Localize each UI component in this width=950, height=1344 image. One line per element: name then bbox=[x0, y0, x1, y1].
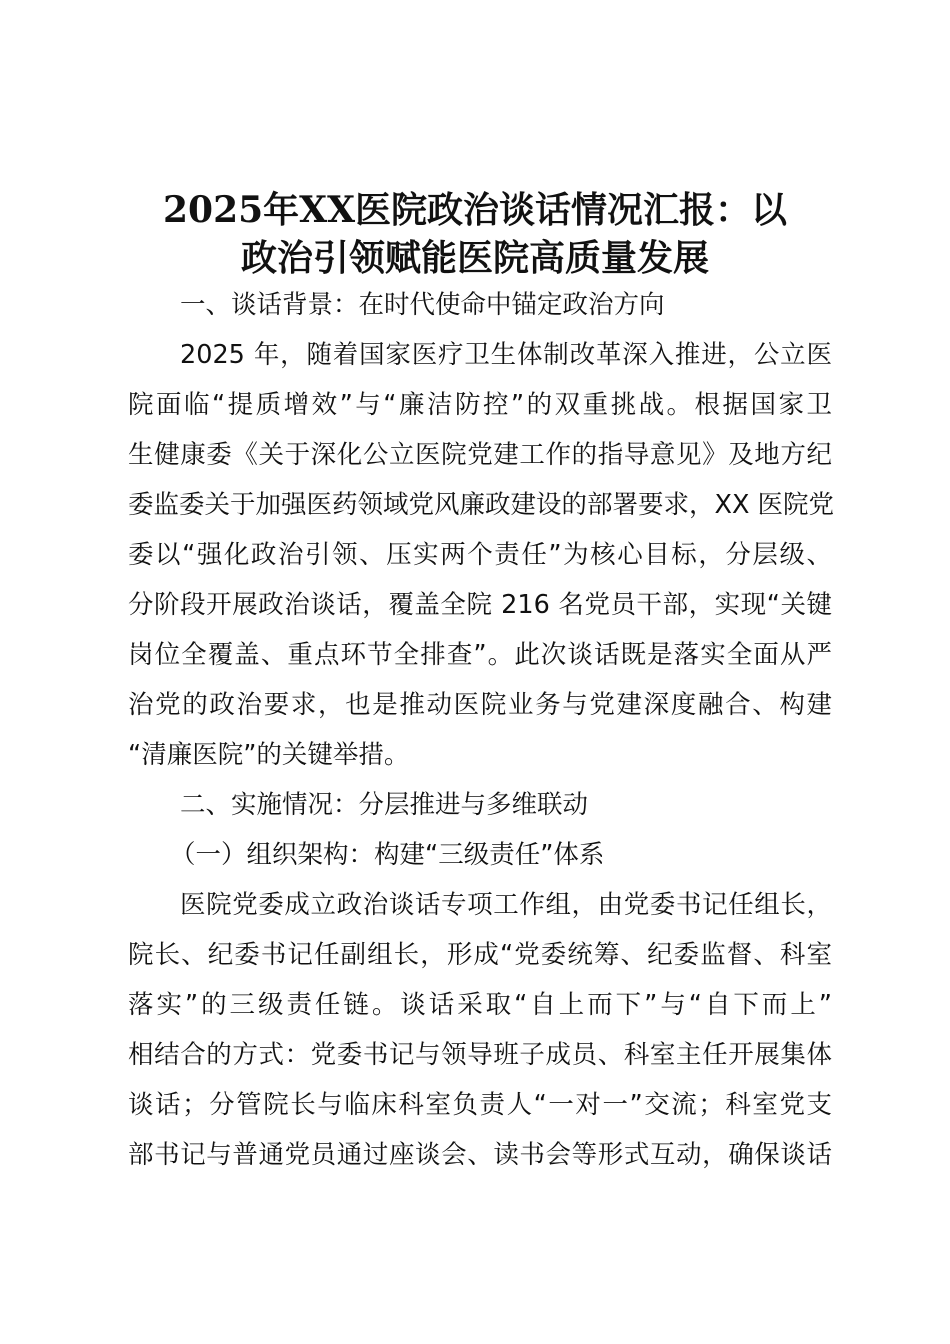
paragraph-line: 分阶段开展政治谈话，覆盖全院 216 名党员干部，实现“关键 bbox=[128, 590, 832, 620]
paragraph-line: 院面临“提质增效”与“廉洁防控”的双重挑战。根据国家卫 bbox=[128, 390, 832, 420]
document-body bbox=[128, 280, 835, 1180]
paragraph-line: 谈话；分管院长与临床科室负责人“一对一”交流；科室党支 bbox=[128, 1090, 832, 1120]
subsection-heading: （一）组织架构：构建“三级责任”体系 bbox=[170, 840, 605, 870]
paragraph-line: 治党的政治要求，也是推动医院业务与党建深度融合、构建 bbox=[128, 690, 832, 720]
paragraph-line: 委以“强化政治引领、压实两个责任”为核心目标，分层级、 bbox=[128, 540, 832, 570]
paragraph-line: 委监委关于加强医药领域党风廉政建设的部署要求，XX 医院党 bbox=[128, 490, 835, 520]
document-title bbox=[100, 186, 850, 282]
title-line: 2025年XX医院政治谈话情况汇报：以 bbox=[162, 189, 788, 231]
paragraph-line: 相结合的方式：党委书记与领导班子成员、科室主任开展集体 bbox=[128, 1040, 832, 1070]
paragraph-line: 医院党委成立政治谈话专项工作组，由党委书记任组长， bbox=[180, 890, 832, 920]
paragraph-line: 生健康委《关于深化公立医院党建工作的指导意见》及地方纪 bbox=[128, 440, 832, 470]
paragraph-line: 院长、纪委书记任副组长，形成“党委统筹、纪委监督、科室 bbox=[128, 940, 832, 970]
paragraph-line: 岗位全覆盖、重点环节全排查”。此次谈话既是落实全面从严 bbox=[128, 640, 832, 670]
paragraph-line: 落实”的三级责任链。谈话采取“自上而下”与“自下而上” bbox=[128, 990, 832, 1020]
section-heading-2: 二、实施情况：分层推进与多维联动 bbox=[180, 790, 589, 820]
paragraph-line: “清廉医院”的关键举措。 bbox=[128, 740, 410, 770]
paragraph-line: 2025 年，随着国家医疗卫生体制改革深入推进，公立医 bbox=[180, 340, 832, 370]
section-heading-1: 一、谈话背景：在时代使命中锚定政治方向 bbox=[180, 290, 665, 320]
title-line: 政治引领赋能医院高质量发展 bbox=[240, 237, 709, 279]
paragraph-line: 部书记与普通党员通过座谈会、读书会等形式互动，确保谈话 bbox=[128, 1140, 832, 1170]
